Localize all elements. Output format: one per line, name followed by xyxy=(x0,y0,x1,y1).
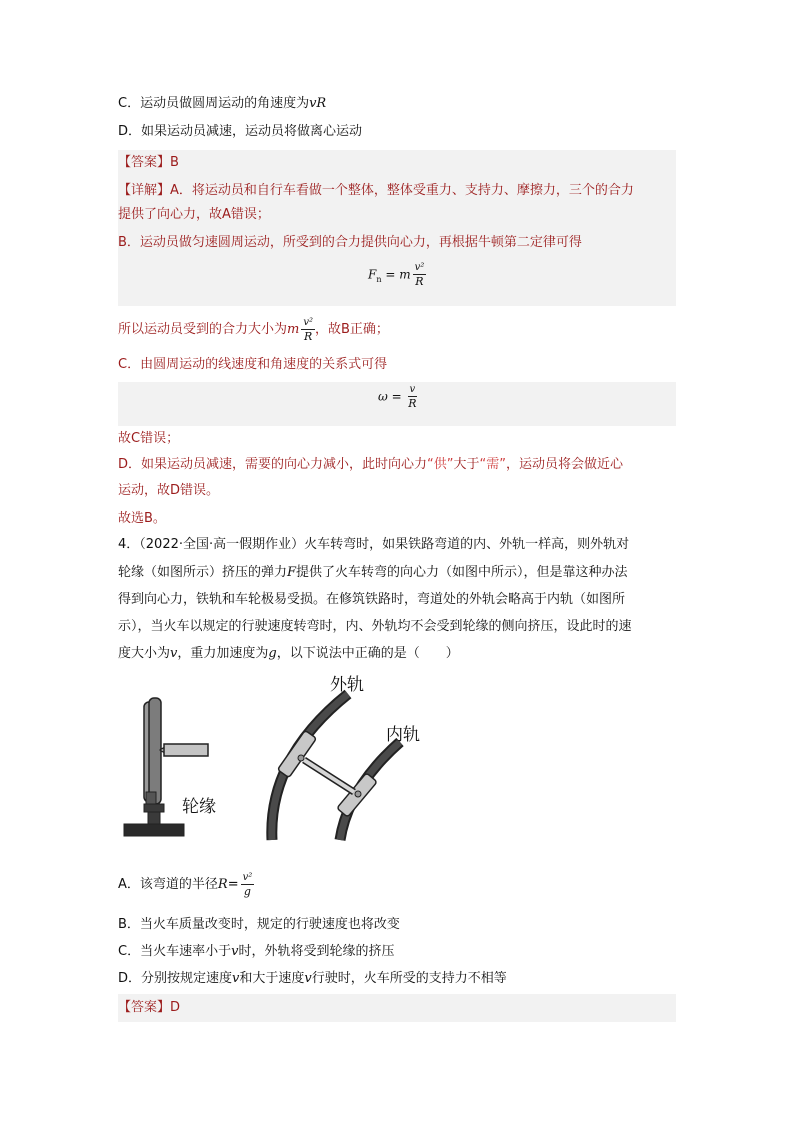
result-b-line xyxy=(118,316,678,344)
q4-stem2-pre: 轮缘（如图所示）挤压的弹力 xyxy=(118,565,288,580)
detail-c-line: C．由圆周运动的线速度和角速度的关系式可得 xyxy=(118,357,388,372)
q4-option-a-denominator: g xyxy=(243,884,251,898)
option-c-text: C．运动员做圆周运动的角速度为 xyxy=(118,96,310,111)
q4-stem5-mid: ，重力加速度为 xyxy=(177,646,269,661)
q4-option-d-v1: v xyxy=(232,971,240,986)
formula2-eq: = xyxy=(391,389,402,404)
option-c-variable: vR xyxy=(309,96,327,111)
result-b-m: m xyxy=(287,322,300,337)
train-wheel-figure xyxy=(118,668,438,848)
label-inner-rail: 内轨 xyxy=(386,725,420,745)
answer-label: 【答案】B xyxy=(118,155,179,170)
detail-a-text: A．将运动员和自行车看做一个整体，整体受重力、支持力、摩擦力，三个的合力 xyxy=(170,183,634,198)
q4-stem5-post: ，以下说法中正确的是（ ） xyxy=(276,646,459,661)
option-d-prev: D．如果运动员减速，运动员将做离心运动 xyxy=(118,124,363,139)
result-b-fraction xyxy=(301,317,315,343)
formula2-lhs: ω xyxy=(378,389,388,404)
q4-option-b: B．当火车质量改变时，规定的行驶速度也将改变 xyxy=(118,917,400,932)
formula1-eq: = xyxy=(385,267,396,282)
q4-option-d-pre: D．分别按规定速度 xyxy=(118,971,233,986)
detail-b-line: B．运动员做匀速圆周运动，所受到的合力提供向心力，再根据牛顿第二定律可得 xyxy=(118,235,582,250)
detail-d-pre: D．如果运动员减速，需要的向心力减小，此时向心力 xyxy=(118,457,428,472)
q4-option-a-r: R xyxy=(217,877,228,892)
q4-option-a-pre: A．该弯道的半径 xyxy=(118,877,218,892)
detail-d-post: ，运动员将会做近心 xyxy=(506,457,624,472)
formula1-fraction xyxy=(413,262,427,288)
formula-angular-velocity xyxy=(378,384,417,410)
formula-centripetal-force xyxy=(368,262,426,288)
formula1-lhs: F xyxy=(368,267,377,282)
q4-stem-line5 xyxy=(118,644,678,664)
detail-d-mid: 大于 xyxy=(453,457,480,472)
q4-stem-line4: 示），当火车以规定的行驶速度转弯时，内、外轨均不会受到轮缘的侧向挤压，设此时的速 xyxy=(118,619,632,634)
label-flange: 轮缘 xyxy=(182,797,216,817)
result-b-denominator: R xyxy=(304,329,313,343)
option-c-prev xyxy=(118,94,678,114)
formula1-numerator: v² xyxy=(414,262,425,273)
q4-option-a-eq: = xyxy=(227,877,239,892)
formula2-numerator: v xyxy=(409,384,416,395)
q4-stem5-pre: 度大小为 xyxy=(118,646,171,661)
formula1-sub: n xyxy=(376,274,382,284)
q4-option-c-pre: C．当火车速率小于 xyxy=(118,944,232,959)
q4-option-a-numerator: v² xyxy=(242,871,253,883)
result-b-post: ，故B正确； xyxy=(315,322,389,337)
q4-stem-line3: 得到向心力，铁轨和车轮极易受损。在修筑铁路时，弯道处的外轨会略高于内轨（如图所 xyxy=(118,592,626,607)
q4-option-d-v2: v xyxy=(304,971,312,986)
q4-option-a-fraction xyxy=(241,872,255,898)
q4-stem5-g: g xyxy=(268,646,277,661)
result-b-pre: 所以运动员受到的合力大小为 xyxy=(118,322,288,337)
q4-option-d-mid: 和大于速度 xyxy=(239,971,305,986)
conclusion-line: 故选B。 xyxy=(118,511,166,526)
q4-option-d-post: 行驶时，火车所受的支持力不相等 xyxy=(311,971,507,986)
formula2-fraction xyxy=(408,384,418,410)
detail-d-line2: 运动，故D错误。 xyxy=(118,483,220,498)
detail-tag: 【详解】 xyxy=(118,183,171,198)
detail-a-line2: 提供了向心力，故A错误； xyxy=(118,207,270,222)
q4-answer-label: 【答案】D xyxy=(118,1000,181,1015)
wheel-rail-diagram xyxy=(118,668,438,848)
detail-a-line1 xyxy=(118,181,678,201)
q4-stem2-var: F xyxy=(287,565,297,580)
formula2-denominator: R xyxy=(408,397,417,410)
q4-option-d xyxy=(118,969,678,989)
q4-option-a xyxy=(118,870,678,900)
curved-track-drawing xyxy=(272,694,400,840)
q4-stem2-post: 提供了火车转弯的向心力（如图中所示），但是靠这种办法 xyxy=(296,565,628,580)
q4-stem-line2 xyxy=(118,563,678,583)
label-outer-rail: 外轨 xyxy=(330,675,364,695)
detail-d-demand: “需” xyxy=(479,457,506,472)
detail-d-line1 xyxy=(118,455,678,475)
q4-option-c xyxy=(118,942,678,962)
q4-option-c-v: v xyxy=(231,944,239,959)
detail-d-supply: “供” xyxy=(427,457,454,472)
q4-stem5-v: v xyxy=(170,646,178,661)
formula1-m: m xyxy=(399,267,411,282)
formula1-denominator: R xyxy=(415,275,424,288)
result-b-numerator: v² xyxy=(303,316,314,328)
result-c-line: 故C错误； xyxy=(118,431,180,446)
q4-option-c-post: 时，外轨将受到轮缘的挤压 xyxy=(238,944,395,959)
q4-stem-line1: 4．（2022·全国·高一假期作业）火车转弯时，如果铁路弯道的内、外轨一样高，则外轨对 xyxy=(118,537,630,552)
